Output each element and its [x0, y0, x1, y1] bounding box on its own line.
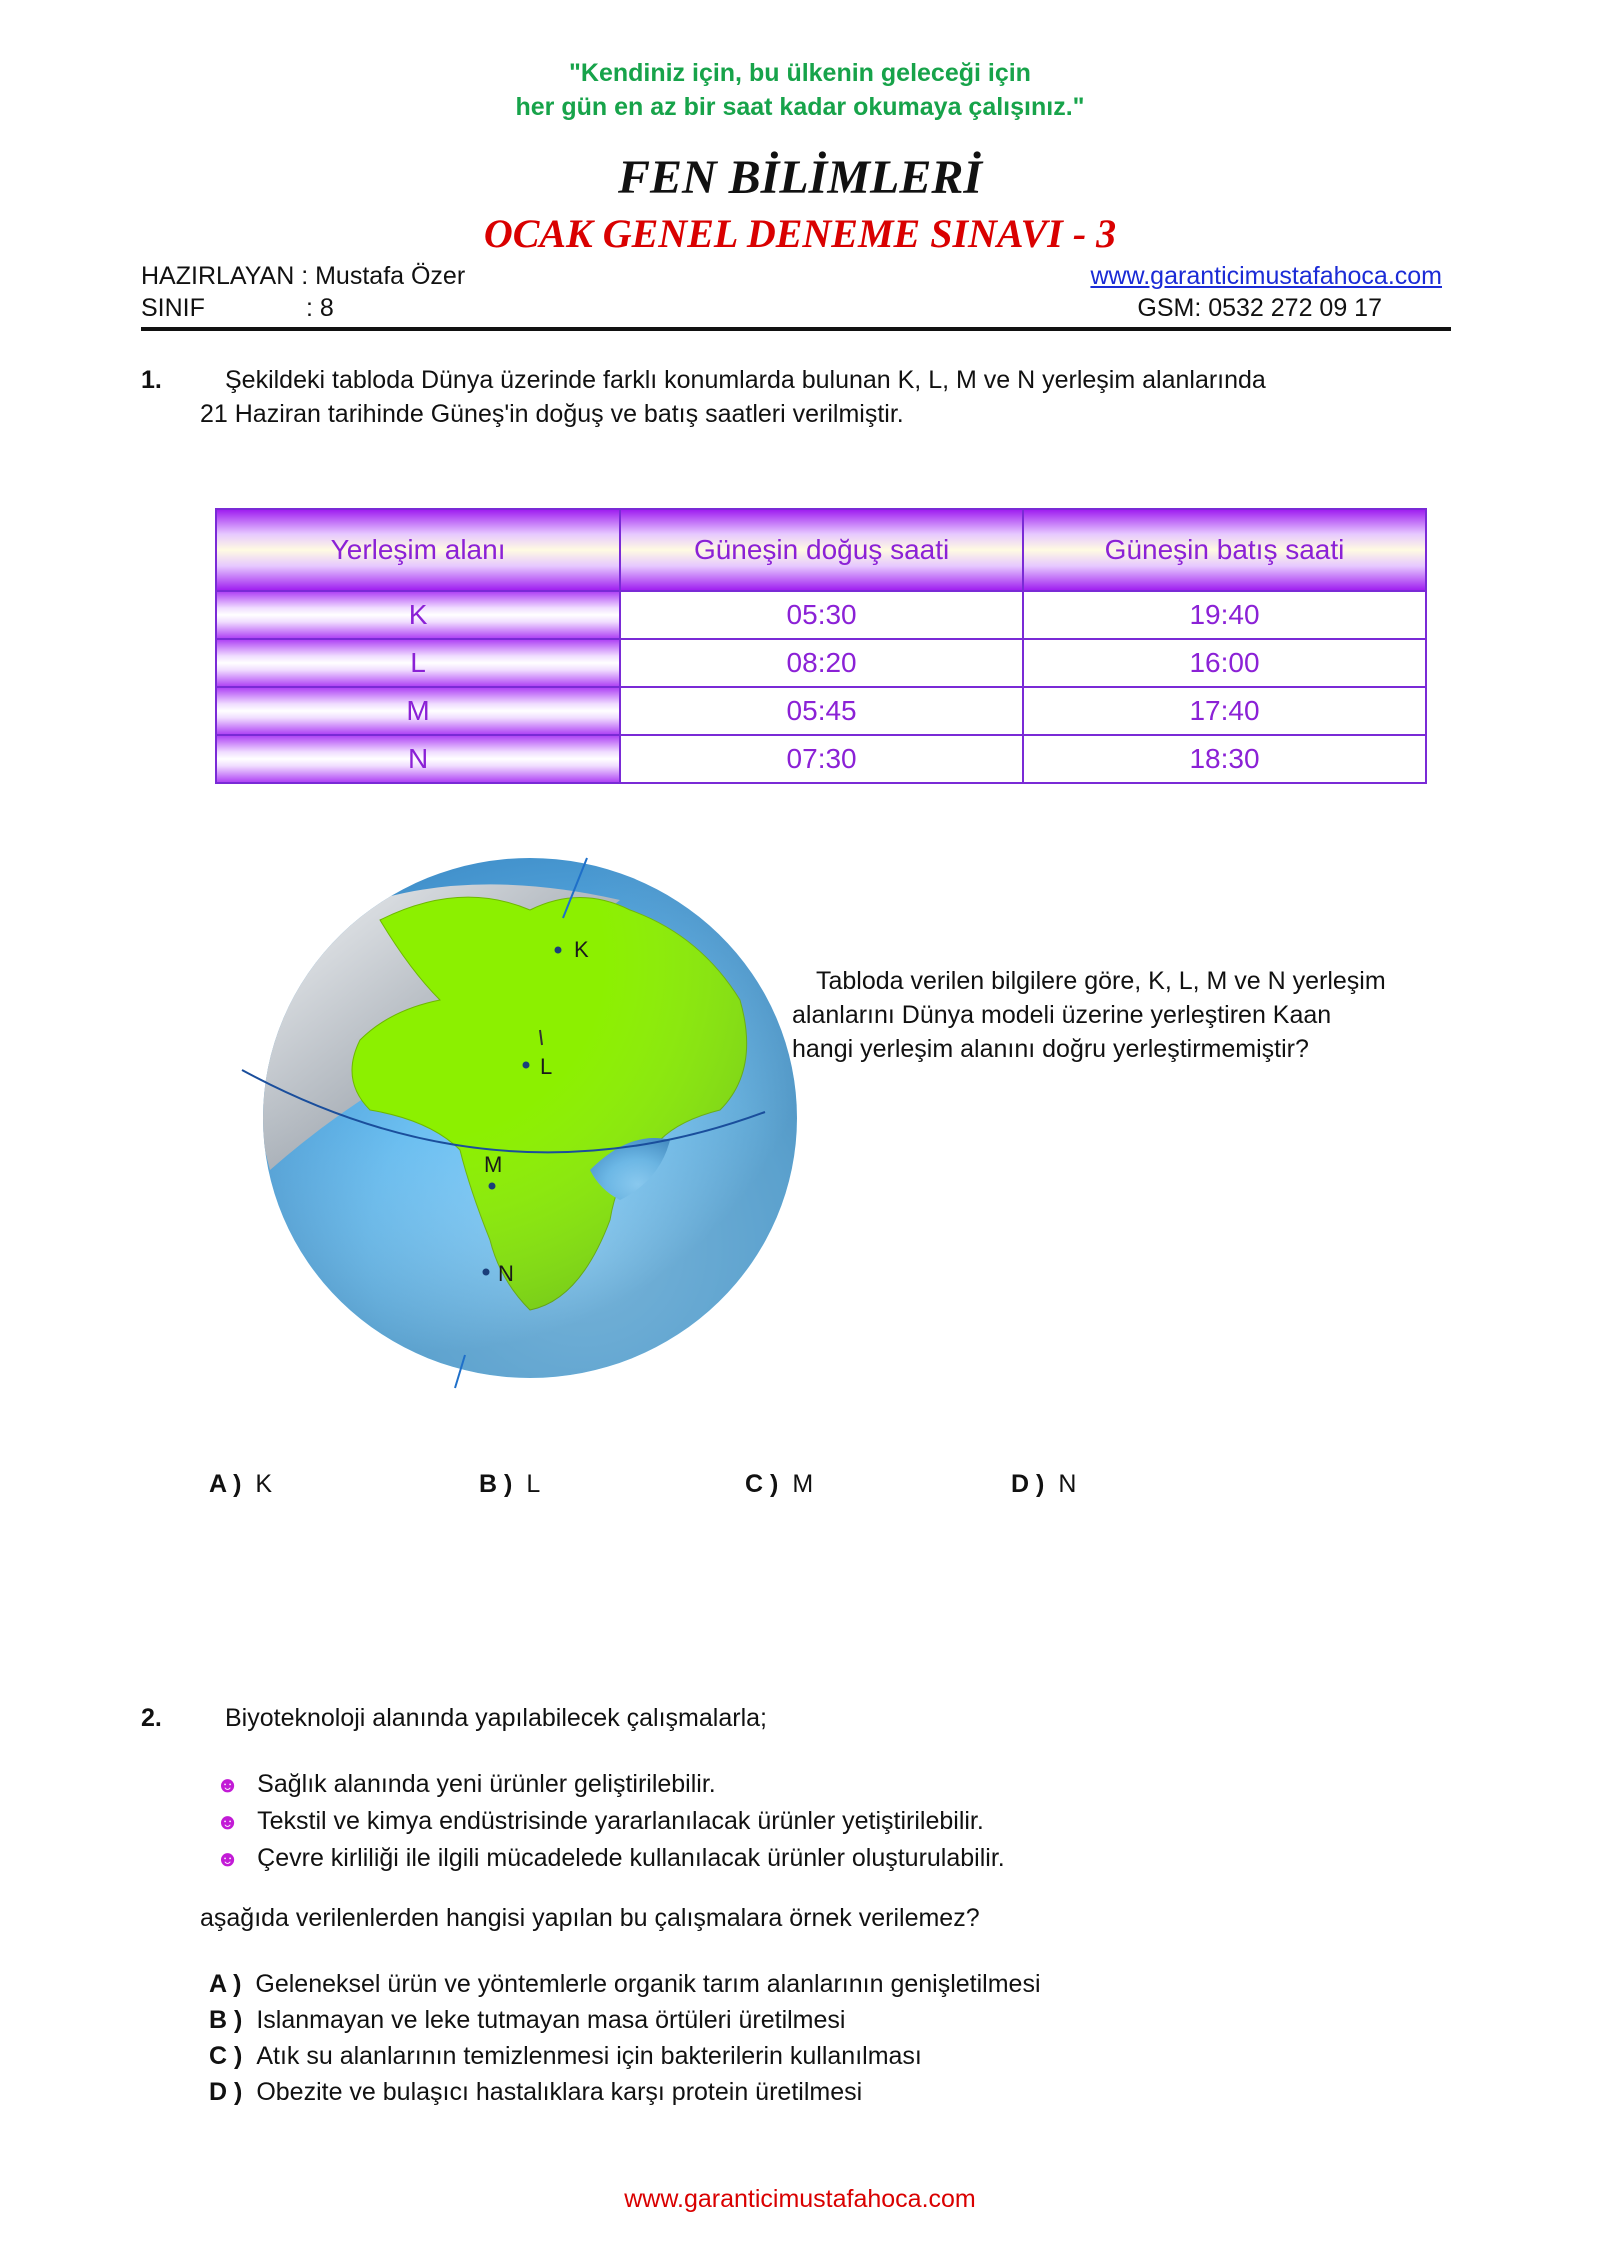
table-header-sunset: Güneşin batış saati: [1023, 509, 1426, 591]
question-2-number: 2.: [141, 1704, 162, 1732]
table-cell: N: [216, 735, 620, 783]
footer-website[interactable]: www.garanticimustafahoca.com: [624, 2185, 976, 2213]
option-text: M: [792, 1470, 814, 1498]
q2-options: [209, 1966, 1041, 2110]
list-item-text: Çevre kirliliği ile ilgili mücadelede kullanılacak ürünler oluşturulabilir.: [257, 1844, 1005, 1872]
q1-option-a[interactable]: [209, 1470, 272, 1499]
table-cell: 05:30: [620, 591, 1023, 639]
class-label: SINIF: [141, 294, 205, 322]
table-cell: 07:30: [620, 735, 1023, 783]
option-text: Atık su alanlarının temizlenmesi için bakterilerin kullanılması: [256, 2042, 922, 2070]
option-letter: C ): [209, 2042, 243, 2070]
option-letter: A ): [209, 1970, 242, 1998]
question-2-prompt: aşağıda verilenlerden hangisi yapılan bu çalışmalara örnek verilemez?: [200, 1904, 980, 1932]
header-divider: [141, 327, 1451, 331]
option-text: Islanmayan ve leke tutmayan masa örtüleri üretilmesi: [256, 2006, 846, 2034]
q2-option-d[interactable]: [209, 2074, 1041, 2110]
q2-option-b[interactable]: [209, 2002, 1041, 2038]
list-item: [216, 1803, 1005, 1840]
q2-option-a[interactable]: [209, 1966, 1041, 2002]
page-title: FEN BİLİMLERİ: [617, 151, 983, 204]
motto-line-2: her gün en az bir saat kadar okumaya çalışınız.": [515, 93, 1085, 121]
question-1-text-line-2: 21 Haziran tarihinde Güneş'in doğuş ve batış saatleri verilmiştir.: [200, 400, 904, 428]
smiley-bullet-icon: ☻: [216, 1809, 240, 1834]
smiley-bullet-icon: ☻: [216, 1772, 240, 1797]
table-row: [216, 591, 1426, 639]
point-l-label: L: [540, 1054, 553, 1079]
table-cell: 18:30: [1023, 735, 1426, 783]
point-n-label: N: [498, 1261, 514, 1286]
question-1-prompt-line-1: Tabloda verilen bilgilere göre, K, L, M ve N yerleşim: [816, 967, 1386, 995]
option-letter: D ): [209, 2078, 243, 2106]
sun-times-table: [215, 508, 1427, 784]
option-text: L: [526, 1470, 541, 1498]
table-cell: K: [216, 591, 620, 639]
table-header-settlement: Yerleşim alanı: [216, 509, 620, 591]
table-cell: 08:20: [620, 639, 1023, 687]
point-k-marker: [555, 947, 562, 954]
point-m-marker: [489, 1183, 496, 1190]
list-item-text: Tekstil ve kimya endüstrisinde yararlanılacak ürünler yetiştirilebilir.: [257, 1807, 984, 1835]
q1-option-b[interactable]: [479, 1470, 540, 1499]
q1-option-c[interactable]: [745, 1470, 813, 1499]
table-cell: 16:00: [1023, 639, 1426, 687]
option-text: N: [1058, 1470, 1077, 1498]
question-2-intro: Biyoteknoloji alanında yapılabilecek çalışmalarla;: [225, 1704, 767, 1732]
table-header-sunrise: Güneşin doğuş saati: [620, 509, 1023, 591]
question-1-prompt: [792, 964, 1472, 1066]
question-1-prompt-line-2: alanlarını Dünya modeli üzerine yerleştiren Kaan: [792, 1001, 1332, 1029]
option-letter: D ): [1011, 1470, 1045, 1498]
table-cell: 19:40: [1023, 591, 1426, 639]
website-link[interactable]: www.garanticimustafahoca.com: [1090, 262, 1442, 290]
smiley-bullet-icon: ☻: [216, 1846, 240, 1871]
q1-option-d[interactable]: [1011, 1470, 1076, 1499]
author-label: HAZIRLAYAN : Mustafa Özer: [141, 262, 466, 290]
question-1-text-line-1: Şekildeki tabloda Dünya üzerinde farklı konumlarda bulunan K, L, M ve N yerleşim alanlarında: [225, 366, 1266, 394]
point-m-label: M: [484, 1152, 503, 1177]
table-header-row: [216, 509, 1426, 591]
exam-subtitle: OCAK GENEL DENEME SINAVI - 3: [483, 211, 1117, 256]
question-1-prompt-line-3: hangi yerleşim alanını doğru yerleştirmemiştir?: [792, 1035, 1309, 1063]
option-text: Obezite ve bulaşıcı hastalıklara karşı protein üretilmesi: [256, 2078, 863, 2106]
q2-bullet-list: [216, 1766, 1005, 1877]
table-cell: L: [216, 639, 620, 687]
option-letter: A ): [209, 1470, 242, 1498]
earth-globe-illustration: [200, 840, 800, 1400]
class-value: : 8: [306, 294, 334, 322]
table-row: [216, 687, 1426, 735]
point-n-marker: [483, 1269, 490, 1276]
table-cell: M: [216, 687, 620, 735]
table-cell: 05:45: [620, 687, 1023, 735]
motto: [0, 56, 1600, 124]
question-1-number: 1.: [141, 366, 162, 394]
motto-line-1: "Kendiniz için, bu ülkenin geleceği için: [569, 59, 1031, 87]
list-item: [216, 1766, 1005, 1803]
q2-option-c[interactable]: [209, 2038, 1041, 2074]
list-item-text: Sağlık alanında yeni ürünler geliştirilebilir.: [257, 1770, 716, 1798]
option-letter: C ): [745, 1470, 779, 1498]
list-item: [216, 1840, 1005, 1877]
table-row: [216, 735, 1426, 783]
option-letter: B ): [209, 2006, 243, 2034]
option-text: K: [255, 1470, 273, 1498]
option-letter: B ): [479, 1470, 513, 1498]
table-row: [216, 639, 1426, 687]
point-k-label: K: [574, 937, 589, 962]
point-l-marker: [523, 1062, 530, 1069]
table-cell: 17:40: [1023, 687, 1426, 735]
gsm-number: GSM: 0532 272 09 17: [1137, 294, 1382, 322]
option-text: Geleneksel ürün ve yöntemlerle organik tarım alanlarının genişletilmesi: [255, 1970, 1041, 1998]
